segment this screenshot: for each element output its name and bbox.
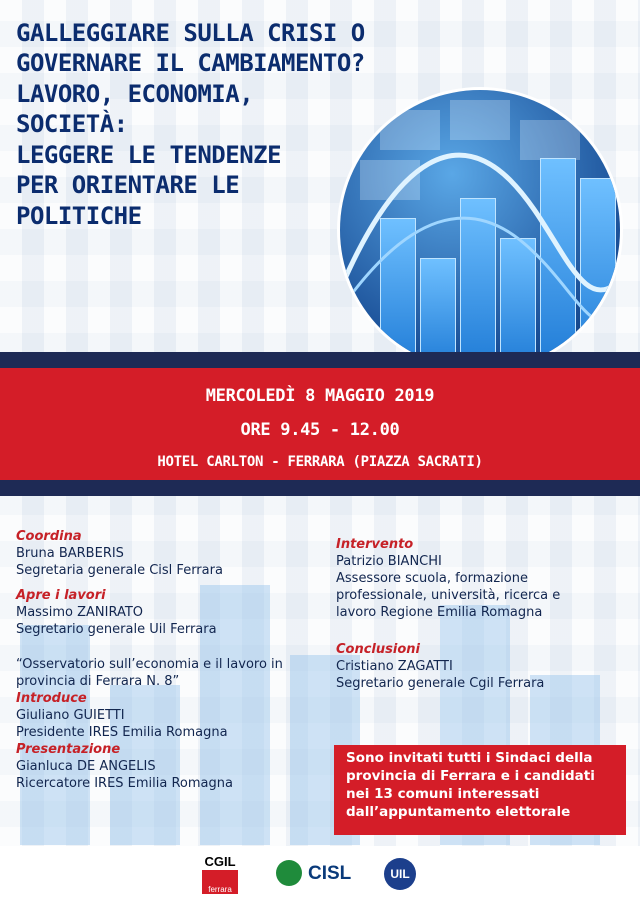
speaker-name: Gianluca DE ANGELIS bbox=[16, 759, 156, 774]
title-line: SOCIETÀ: bbox=[16, 110, 128, 139]
speaker-title: lavoro Regione Emilia Romagna bbox=[336, 605, 543, 620]
cgil-logo bbox=[202, 854, 238, 898]
invitation-box bbox=[334, 745, 626, 835]
invitation-line: dall’appuntamento elettorale bbox=[346, 804, 571, 820]
uil-logo: UIL bbox=[384, 858, 416, 890]
role-label: Apre i lavori bbox=[16, 588, 106, 603]
title-line: LAVORO, ECONOMIA, bbox=[16, 79, 254, 108]
invitation-line: provincia di Ferrara e i candidati bbox=[346, 768, 595, 784]
speaker-title: Segretario generale Cgil Ferrara bbox=[336, 676, 545, 691]
title-line: GALLEGGIARE SULLA CRISI O bbox=[16, 19, 365, 47]
event-date: MERCOLEDÌ 8 MAGGIO 2019 bbox=[205, 386, 435, 406]
band-stripe bbox=[0, 480, 640, 496]
cisl-globe-icon bbox=[276, 860, 302, 886]
speaker-title: Ricercatore IRES Emilia Romagna bbox=[16, 776, 233, 791]
report-title: “Osservatorio sull’economia e il lavoro in bbox=[16, 657, 283, 672]
cisl-logo-text: CISL bbox=[308, 863, 352, 884]
role-label: Conclusioni bbox=[336, 642, 420, 657]
speaker-title: Segretario generale Uil Ferrara bbox=[16, 622, 217, 637]
invitation-line: nei 13 comuni interessati bbox=[346, 786, 540, 802]
sponsor-logos bbox=[0, 846, 640, 905]
chart-illustration bbox=[340, 90, 620, 370]
role-label: Intervento bbox=[336, 537, 414, 552]
title-line: POLITICHE bbox=[16, 201, 142, 230]
band-stripe bbox=[0, 352, 640, 368]
speaker-title: Assessore scuola, formazione bbox=[336, 571, 528, 586]
event-place: HOTEL CARLTON - FERRARA (PIAZZA SACRATI) bbox=[157, 454, 483, 470]
speaker-title: professionale, università, ricerca e bbox=[336, 588, 561, 603]
role-label: Introduce bbox=[16, 691, 87, 706]
title-line: PER ORIENTARE LE bbox=[16, 171, 240, 200]
cgil-logo-sub: ferrara bbox=[208, 885, 232, 894]
title-line: LEGGERE LE TENDENZE bbox=[16, 140, 282, 169]
report-title: provincia di Ferrara N. 8” bbox=[16, 674, 180, 689]
event-time: ORE 9.45 - 12.00 bbox=[240, 420, 400, 440]
speaker-title: Presidente IRES Emilia Romagna bbox=[16, 725, 228, 740]
role-label: Presentazione bbox=[16, 742, 121, 757]
speaker-name: Cristiano ZAGATTI bbox=[336, 659, 453, 674]
cgil-logo-box bbox=[202, 870, 238, 894]
speaker-name: Patrizio BIANCHI bbox=[336, 554, 442, 569]
role-label: Coordina bbox=[16, 529, 82, 544]
speaker-title: Segretaria generale Cisl Ferrara bbox=[16, 563, 223, 578]
speaker-name: Bruna BARBERIS bbox=[16, 546, 124, 561]
program-right bbox=[336, 536, 631, 692]
speaker-name: Giuliano GUIETTI bbox=[16, 708, 125, 723]
program-left bbox=[16, 528, 326, 792]
speaker-name: Massimo ZANIRATO bbox=[16, 605, 144, 620]
wave-curve bbox=[340, 90, 620, 370]
title-line: GOVERNARE IL CAMBIAMENTO? bbox=[16, 49, 365, 78]
invitation-line: Sono invitati tutti i Sindaci della bbox=[346, 750, 593, 766]
cgil-logo-text: CGIL bbox=[204, 854, 236, 869]
